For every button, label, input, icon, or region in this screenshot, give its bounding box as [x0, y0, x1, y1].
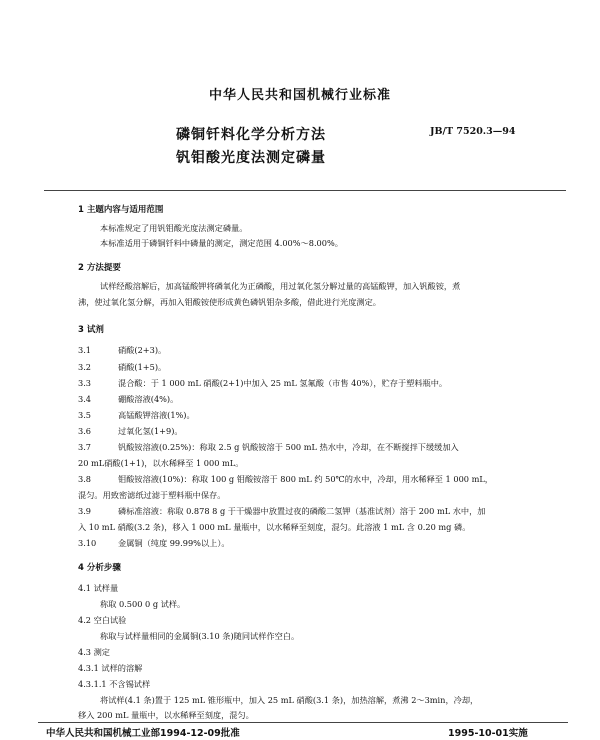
- section-4-heading: 4 分析步骤: [78, 563, 121, 573]
- section-1-para-1: 本标准规定了用钒钼酸光度法测定磷量。: [100, 223, 248, 233]
- header-divider: [44, 190, 566, 191]
- section-2-line-2: 沸，使过氧化氢分解，再加入钼酸铵使形成黄色磷钒钼杂多酸，借此进行光度测定。: [78, 297, 381, 307]
- reagent-item: [78, 362, 166, 373]
- subsection-4-1-heading: 4.1 试样量: [78, 583, 119, 593]
- subsection-4-3-heading: 4.3 测定: [78, 647, 110, 657]
- reagent-text: 混合酸：于 1 000 mL 硝酸(2+1)中加入 25 mL 氢氟酸（市售 40%），贮存于塑料瓶中。: [118, 378, 448, 388]
- section-1-heading: 1 主题内容与适用范围: [78, 205, 164, 215]
- reagent-item: [78, 474, 493, 485]
- reagent-number: 3.1: [78, 345, 92, 355]
- reagent-text: 过氧化氢(1+9)。: [118, 426, 183, 436]
- subsection-4-2-heading: 4.2 空白试验: [78, 615, 127, 625]
- reagent-text: 金属铜（纯度 99.99%以上）。: [118, 538, 230, 548]
- reagent-text: 硝酸(1+5)。: [118, 362, 167, 372]
- section-2-line-1: 试样经酸溶解后，加高锰酸钾将磷氧化为正磷酸，用过氧化氢分解过量的高锰酸钾，加入钒酸铵，煮: [100, 281, 461, 291]
- standard-code: JB/T 7520.3—94: [430, 126, 516, 137]
- subsection-4-3-1-1-line-1: 将试样(4.1 条)置于 125 mL 锥形瓶中，加入 25 mL 硝酸(3.1 条)，加热溶解，煮沸 2～3min，冷却，: [100, 695, 479, 705]
- reagent-text: 高锰酸钾溶液(1%)。: [118, 410, 195, 420]
- reagent-text: 硼酸溶液(4%)。: [118, 394, 179, 404]
- document-title-line2: 钒钼酸光度法测定磷量: [176, 150, 326, 166]
- footer-divider: [38, 722, 568, 723]
- reagent-item: [78, 345, 166, 356]
- reagent-text: 硝酸(2+3)。: [118, 345, 167, 355]
- document-title-line1: 磷铜钎料化学分析方法: [176, 127, 326, 143]
- section-1-para-2: 本标准适用于磷铜钎料中磷量的测定，测定范围 4.00%～8.00%。: [100, 238, 343, 248]
- subsection-4-3-1-1-line-2: 移入 200 mL 量瓶中，以水稀释至刻度，混匀。: [78, 710, 254, 720]
- standard-body-heading: 中华人民共和国机械行业标准: [208, 88, 391, 103]
- reagent-item: [78, 538, 230, 549]
- reagent-item: [78, 378, 447, 389]
- approval-statement: 中华人民共和国机械工业部1994-12-09批准: [46, 728, 240, 739]
- subsection-4-1-text: 称取 0.500 0 g 试样。: [100, 599, 186, 609]
- reagent-number: 3.7: [78, 442, 92, 452]
- section-2-heading: 2 方法提要: [78, 263, 121, 273]
- reagent-number: 3.3: [78, 378, 92, 388]
- subsection-4-3-1-1-heading: 4.3.1.1 不含锡试样: [78, 679, 151, 689]
- reagent-number: 3.10: [78, 538, 97, 548]
- subsection-4-2-text: 称取与试样量相同的金属铜(3.10 条)随同试样作空白。: [100, 631, 300, 641]
- reagent-number: 3.2: [78, 362, 92, 372]
- reagent-text: 钼酸铵溶液(10%)：称取 100 g 钼酸铵溶于 800 mL 约 50℃的水中，冷却，用水稀释至 1 000 mL，: [118, 474, 493, 484]
- reagent-number: 3.9: [78, 506, 92, 516]
- section-3-heading: 3 试剂: [78, 325, 104, 335]
- reagent-number: 3.6: [78, 426, 92, 436]
- reagent-item: [78, 426, 183, 437]
- reagent-continuation: 入 10 mL 硝酸(3.2 条)，移入 1 000 mL 量瓶中，以水稀释至刻度，混匀。此溶液 1 mL 含 0.20 mg 磷。: [78, 522, 471, 532]
- reagent-continuation: 20 mL硝酸(1+1)，以水稀释至 1 000 mL。: [78, 458, 244, 468]
- reagent-item: [78, 394, 178, 405]
- reagent-text: 钒酸铵溶液(0.25%)：称取 2.5 g 钒酸铵溶于 500 mL 热水中，冷却，在不断搅拌下缓缓加入: [118, 442, 459, 452]
- implementation-date: 1995-10-01实施: [448, 728, 528, 739]
- reagent-continuation: 混匀。用致密滤纸过滤于塑料瓶中保存。: [78, 490, 226, 500]
- reagent-text: 磷标准溶液：称取 0.878 8 g 于干燥器中放置过夜的磷酸二氢钾（基准试剂）溶于 200 mL 水中，加: [118, 506, 486, 516]
- reagent-item: [78, 506, 486, 517]
- subsection-4-3-1-heading: 4.3.1 试样的溶解: [78, 663, 143, 673]
- reagent-number: 3.4: [78, 394, 92, 404]
- reagent-item: [78, 442, 459, 453]
- reagent-number: 3.5: [78, 410, 92, 420]
- reagent-number: 3.8: [78, 474, 92, 484]
- reagent-item: [78, 410, 195, 421]
